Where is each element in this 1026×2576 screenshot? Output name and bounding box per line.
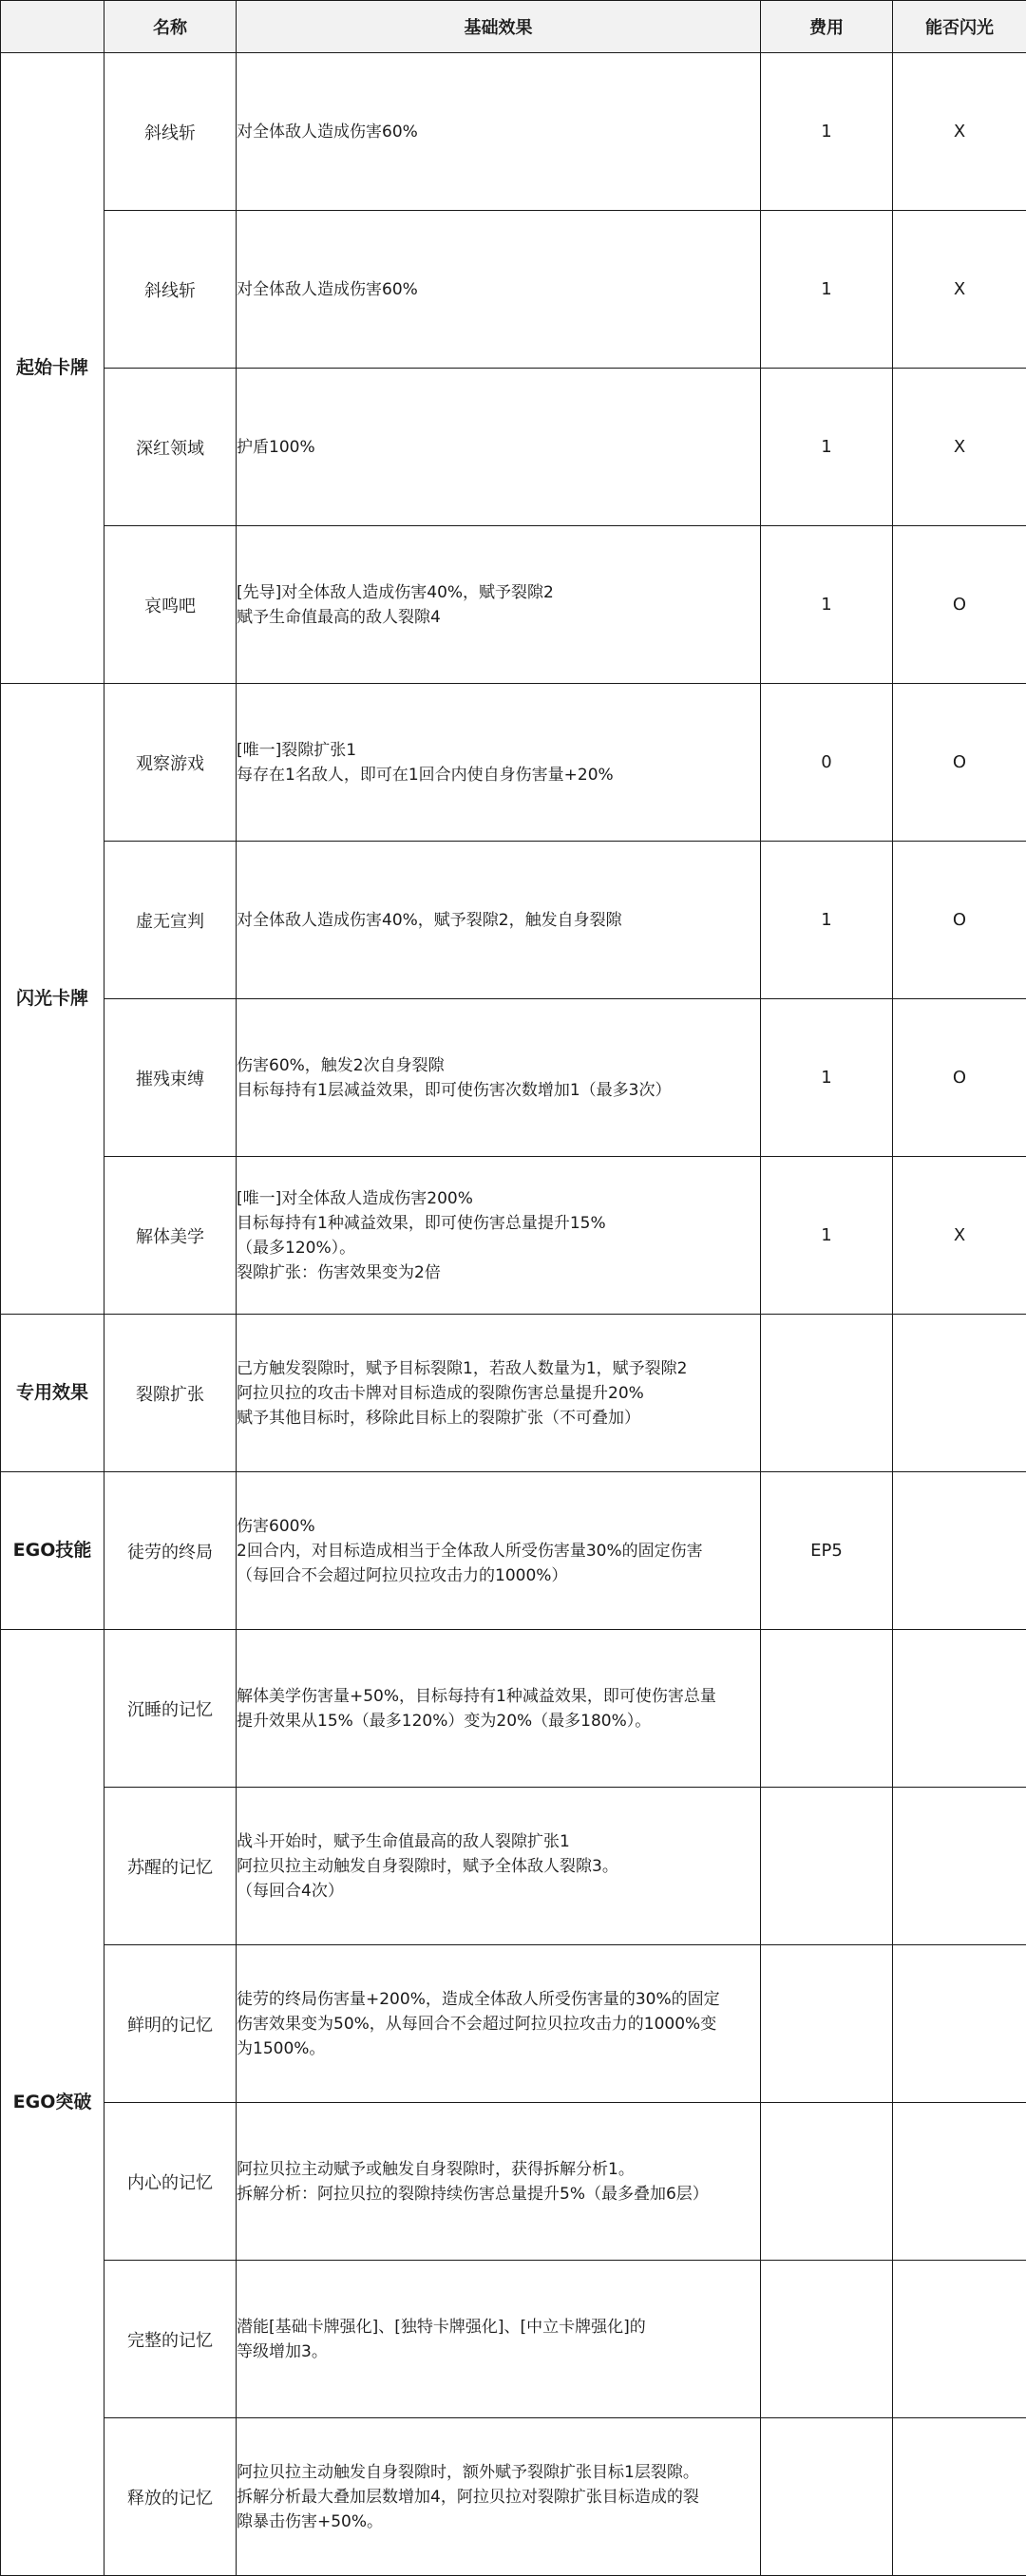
effect-line: （最多120%）。 <box>237 1236 760 1260</box>
card-name-cell: 解体美学 <box>104 1157 237 1315</box>
card-name-cell: 斜线斩 <box>104 211 237 369</box>
card-name-cell: 哀鸣吧 <box>104 526 237 684</box>
table-row <box>1 53 1026 211</box>
card-name-cell: 沉睡的记忆 <box>104 1630 237 1788</box>
effect-cell <box>237 1472 761 1630</box>
cost-cell: 1 <box>761 369 893 526</box>
effect-line: 阿拉贝拉主动触发自身裂隙时，额外赋予裂隙扩张目标1层裂隙。 <box>237 2460 760 2485</box>
effect-line: 每存在1名敌人，即可在1回合内使自身伤害量+20% <box>237 763 760 787</box>
category-cell: EGO技能 <box>1 1472 104 1630</box>
header-flash: 能否闪光 <box>893 1 1026 53</box>
header-cost: 费用 <box>761 1 893 53</box>
table-row <box>1 211 1026 369</box>
effect-line: 阿拉贝拉主动赋予或触发自身裂隙时，获得拆解分析1。 <box>237 2157 760 2182</box>
cost-cell <box>761 1315 893 1472</box>
category-cell: EGO突破 <box>1 1630 104 2576</box>
flash-cell <box>893 1472 1026 1630</box>
effect-line: 伤害效果变为50%，从每回合不会超过阿拉贝拉攻击力的1000%变 <box>237 2012 760 2036</box>
table-row <box>1 2418 1026 2576</box>
effect-cell <box>237 1315 761 1472</box>
effect-line: 潜能[基础卡牌强化]、[独特卡牌强化]、[中立卡牌强化]的 <box>237 2315 760 2339</box>
effect-cell <box>237 842 761 999</box>
header-name: 名称 <box>104 1 237 53</box>
card-name-cell: 裂隙扩张 <box>104 1315 237 1472</box>
card-name-cell: 释放的记忆 <box>104 2418 237 2576</box>
effect-line: 赋予其他目标时，移除此目标上的裂隙扩张（不可叠加） <box>237 1406 760 1430</box>
flash-cell <box>893 2103 1026 2261</box>
card-name-cell: 虚无宣判 <box>104 842 237 999</box>
cost-cell: EP5 <box>761 1472 893 1630</box>
effect-line: 隙暴击伤害+50%。 <box>237 2510 760 2534</box>
effect-line: 提升效果从15%（最多120%）变为20%（最多180%）。 <box>237 1709 760 1733</box>
flash-cell <box>893 2418 1026 2576</box>
table-row <box>1 842 1026 999</box>
flash-cell: X <box>893 1157 1026 1315</box>
effect-line: （每回合4次） <box>237 1879 760 1904</box>
flash-cell <box>893 1315 1026 1472</box>
table-row <box>1 369 1026 526</box>
card-name-cell: 深红领域 <box>104 369 237 526</box>
card-name-cell: 斜线斩 <box>104 53 237 211</box>
card-name-cell: 内心的记忆 <box>104 2103 237 2261</box>
effect-line: 阿拉贝拉主动触发自身裂隙时，赋予全体敌人裂隙3。 <box>237 1854 760 1879</box>
header-effect: 基础效果 <box>237 1 761 53</box>
flash-cell <box>893 1788 1026 1945</box>
effect-line: 为1500%。 <box>237 2036 760 2061</box>
card-name-cell: 观察游戏 <box>104 684 237 842</box>
effect-line: 解体美学伤害量+50%，目标每持有1种减益效果，即可使伤害总量 <box>237 1684 760 1709</box>
effect-line: 裂隙扩张：伤害效果变为2倍 <box>237 1260 760 1285</box>
flash-cell: O <box>893 842 1026 999</box>
effect-line: [唯一]裂隙扩张1 <box>237 738 760 763</box>
cost-cell: 1 <box>761 211 893 369</box>
flash-cell: X <box>893 211 1026 369</box>
table-row <box>1 1630 1026 1788</box>
effect-line: 目标每持有1层减益效果，即可使伤害次数增加1（最多3次） <box>237 1078 760 1103</box>
flash-cell: O <box>893 999 1026 1157</box>
effect-line: 目标每持有1种减益效果，即可使伤害总量提升15% <box>237 1211 760 1236</box>
effect-cell <box>237 1788 761 1945</box>
effect-cell <box>237 53 761 211</box>
effect-line: 拆解分析：阿拉贝拉的裂隙持续伤害总量提升5%（最多叠加6层） <box>237 2182 760 2207</box>
flash-cell <box>893 2261 1026 2418</box>
cost-cell: 1 <box>761 842 893 999</box>
effect-line: 护盾100% <box>237 435 760 460</box>
effect-cell <box>237 526 761 684</box>
card-name-cell: 完整的记忆 <box>104 2261 237 2418</box>
effect-cell <box>237 1630 761 1788</box>
card-name-cell: 鲜明的记忆 <box>104 1945 237 2103</box>
table-row <box>1 1945 1026 2103</box>
effect-line: 拆解分析最大叠加层数增加4，阿拉贝拉对裂隙扩张目标造成的裂 <box>237 2485 760 2510</box>
effect-line: 己方触发裂隙时，赋予目标裂隙1，若敌人数量为1，赋予裂隙2 <box>237 1356 760 1381</box>
header-category <box>1 1 104 53</box>
cost-cell: 1 <box>761 53 893 211</box>
effect-line: 伤害60%，触发2次自身裂隙 <box>237 1053 760 1078</box>
header-row <box>1 1 1026 53</box>
cost-cell: 1 <box>761 526 893 684</box>
effect-line: 等级增加3。 <box>237 2339 760 2364</box>
category-cell: 闪光卡牌 <box>1 684 104 1315</box>
table-row <box>1 684 1026 842</box>
cost-cell <box>761 1945 893 2103</box>
table-row <box>1 1788 1026 1945</box>
cost-cell <box>761 1630 893 1788</box>
cost-cell <box>761 2103 893 2261</box>
flash-cell: O <box>893 684 1026 842</box>
effect-line: （每回合不会超过阿拉贝拉攻击力的1000%） <box>237 1563 760 1588</box>
effect-cell <box>237 369 761 526</box>
effect-line: 阿拉贝拉的攻击卡牌对目标造成的裂隙伤害总量提升20% <box>237 1381 760 1406</box>
effect-line: 伤害600% <box>237 1514 760 1539</box>
effect-line: 战斗开始时，赋予生命值最高的敌人裂隙扩张1 <box>237 1829 760 1854</box>
cost-cell <box>761 2261 893 2418</box>
cost-cell: 1 <box>761 999 893 1157</box>
effect-line: 对全体敌人造成伤害60% <box>237 277 760 302</box>
effect-cell <box>237 2418 761 2576</box>
cost-cell: 0 <box>761 684 893 842</box>
flash-cell: X <box>893 53 1026 211</box>
effect-line: 2回合内，对目标造成相当于全体敌人所受伤害量30%的固定伤害 <box>237 1539 760 1563</box>
table-row <box>1 2261 1026 2418</box>
category-cell: 起始卡牌 <box>1 53 104 684</box>
effect-cell <box>237 1157 761 1315</box>
cost-cell: 1 <box>761 1157 893 1315</box>
card-name-cell: 徒劳的终局 <box>104 1472 237 1630</box>
effect-cell <box>237 684 761 842</box>
effect-line: [唯一]对全体敌人造成伤害200% <box>237 1186 760 1211</box>
table-row <box>1 999 1026 1157</box>
cost-cell <box>761 1788 893 1945</box>
flash-cell <box>893 1630 1026 1788</box>
flash-cell <box>893 1945 1026 2103</box>
table-row <box>1 2103 1026 2261</box>
effect-line: [先导]对全体敌人造成伤害40%，赋予裂隙2 <box>237 580 760 605</box>
table-body <box>1 53 1026 2576</box>
table-row <box>1 526 1026 684</box>
category-cell: 专用效果 <box>1 1315 104 1472</box>
cost-cell <box>761 2418 893 2576</box>
flash-cell: O <box>893 526 1026 684</box>
effect-line: 对全体敌人造成伤害60% <box>237 120 760 144</box>
effect-cell <box>237 2103 761 2261</box>
effect-cell <box>237 211 761 369</box>
effect-cell <box>237 2261 761 2418</box>
flash-cell: X <box>893 369 1026 526</box>
table-row <box>1 1472 1026 1630</box>
card-name-cell: 摧残束缚 <box>104 999 237 1157</box>
effect-cell <box>237 999 761 1157</box>
effect-line: 徒劳的终局伤害量+200%，造成全体敌人所受伤害量的30%的固定 <box>237 1987 760 2012</box>
card-name-cell: 苏醒的记忆 <box>104 1788 237 1945</box>
table-row <box>1 1157 1026 1315</box>
effect-line: 赋予生命值最高的敌人裂隙4 <box>237 605 760 630</box>
table-row <box>1 1315 1026 1472</box>
effect-cell <box>237 1945 761 2103</box>
effect-line: 对全体敌人造成伤害40%，赋予裂隙2，触发自身裂隙 <box>237 908 760 933</box>
